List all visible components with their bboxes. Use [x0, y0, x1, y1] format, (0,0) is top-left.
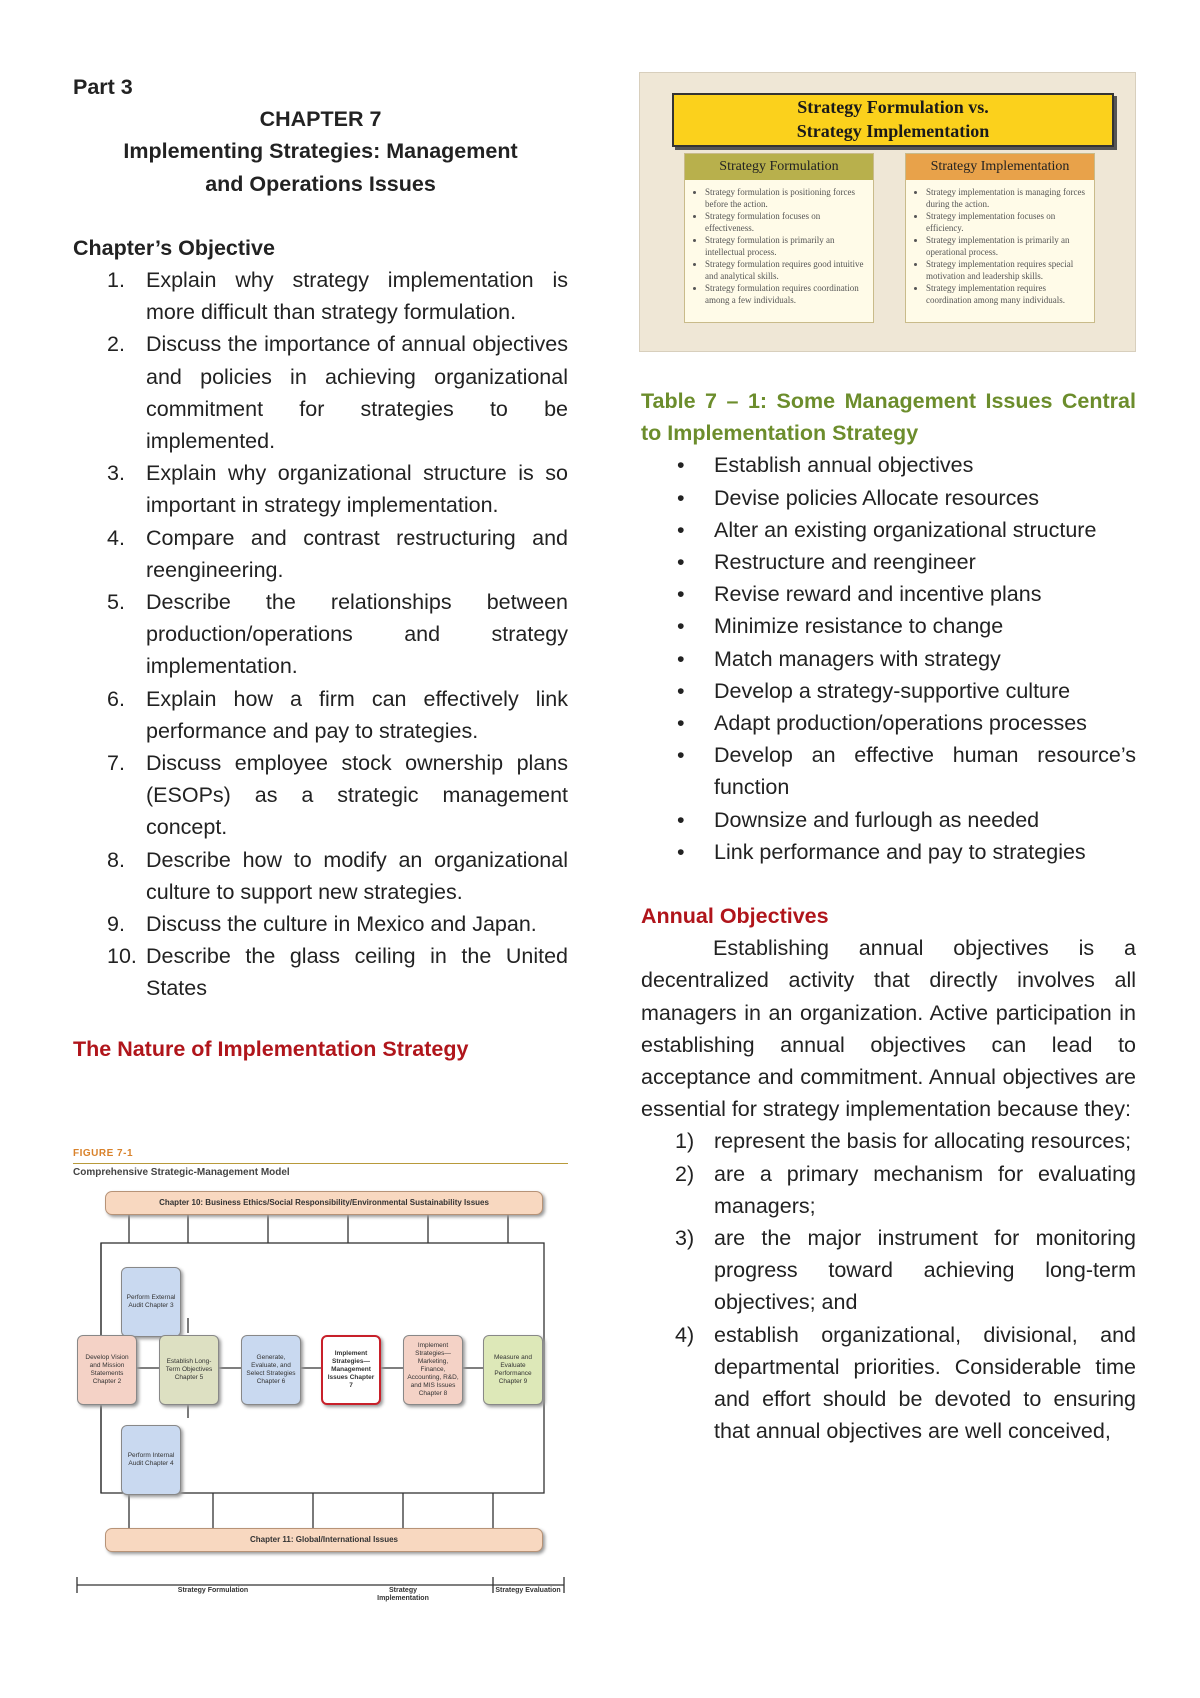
- internal-audit-node: Perform Internal Audit Chapter 4: [121, 1425, 181, 1495]
- annual-paragraph: Establishing annual objectives is a decentralized activity that directly involves all managers in an organization. Active participation in establishing annual objectives can lead to acceptance and commitment. Annual objectives are essential for strategy implementation because they:: [641, 936, 1136, 1122]
- figure-label: FIGURE 7-1: [73, 1148, 134, 1159]
- list-item: • Restructure and reengineer: [677, 550, 976, 575]
- external-audit-node: Perform External Audit Chapter 3: [121, 1267, 181, 1337]
- formulation-points: • Strategy formulation is positioning forces before the action. • Strategy formulation focuses on effectiveness. • Strategy formulation is primarily an intellectual process. • Strategy formulation requires good intuitive and analytical skills. • Strategy formulation requires coordination among a few individuals.: [685, 186, 873, 306]
- formulation-header: Strategy Formulation: [685, 154, 873, 180]
- global-issues-bar: Chapter 11: Global/International Issues: [105, 1528, 543, 1552]
- formulation-vs-implementation-image: [639, 72, 1136, 352]
- comparison-banner: Strategy Formulation vs. Strategy Implementation: [672, 93, 1114, 147]
- implement-marketing-node: Implement Strategies— Marketing, Finance, Accounting, R&D, and MIS Issues Chapter 8: [403, 1335, 463, 1405]
- list-item: 2) are a primary mechanism for evaluating managers;: [675, 1161, 1136, 1218]
- formulation-box: [684, 153, 874, 323]
- list-item: 8. Describe how to modify an organizational culture to support new strategies.: [107, 847, 568, 904]
- list-item: 2. Discuss the importance of annual objectives and policies in achieving organizational commitment for strategies to be implemented.: [107, 332, 568, 454]
- axis-implementation: Strategy Implementation: [377, 1587, 429, 1602]
- list-item: 3) are the major instrument for monitoring progress toward achieving long-term objectives; and: [675, 1226, 1136, 1315]
- objective-heading: Chapter’s Objective: [73, 235, 275, 260]
- part-label: Part 3: [73, 75, 133, 99]
- list-item: • Establish annual objectives: [677, 453, 974, 478]
- implementation-points: • Strategy implementation is managing forces during the action. • Strategy implementation focuses on efficiency. • Strategy implementation is primarily an operational process. • Strategy implementation requires special motivation and leadership skills. • Strategy implementation requires coordination among many individuals.: [906, 186, 1094, 306]
- list-item: • Minimize resistance to change: [677, 614, 1004, 639]
- table-heading: Table 7 – 1: Some Management Issues Central to Implementation Strategy: [641, 389, 1136, 446]
- list-item: 3. Explain why organizational structure is so important in strategy implementation.: [107, 461, 568, 518]
- long-term-objectives-node: Establish Long-Term Objectives Chapter 5: [159, 1335, 219, 1405]
- list-item: • Downsize and furlough as needed: [677, 807, 1040, 832]
- figure-caption: Comprehensive Strategic-Management Model: [73, 1167, 290, 1178]
- list-item: • Develop an effective human resource’s function: [677, 743, 1136, 800]
- list-item: 5. Describe the relationships between production/operations and strategy implementation.: [107, 590, 568, 679]
- list-item: • Link performance and pay to strategies: [677, 839, 1086, 864]
- issues-list: [641, 449, 1136, 868]
- annual-objectives-heading: Annual Objectives: [641, 904, 829, 929]
- ethics-issues-bar: Chapter 10: Business Ethics/Social Responsibility/Environmental Sustainability Issues: [105, 1191, 543, 1215]
- list-item: 7. Discuss employee stock ownership plans (ESOPs) as a strategic management concept.: [107, 751, 568, 840]
- chapter-label: CHAPTER 7: [259, 107, 382, 132]
- implementation-header: Strategy Implementation: [906, 154, 1094, 180]
- vision-mission-node: Develop Vision and Mission Statements Chapter 2: [77, 1335, 137, 1405]
- nature-heading: The Nature of Implementation Strategy: [73, 1036, 469, 1061]
- list-item: 4) establish organizational, divisional, and departmental priorities. Considerable time and effort should be devoted to ensuring that annual objectives are well conceived,: [675, 1322, 1136, 1444]
- strategic-management-model-figure: [73, 1148, 568, 1603]
- list-item: • Adapt production/operations processes: [677, 711, 1087, 736]
- list-item: 10. Describe the glass ceiling in the United States: [107, 944, 568, 1001]
- chapter-title-line2: and Operations Issues: [205, 171, 436, 196]
- annual-points-list: [641, 1125, 1136, 1447]
- list-item: 1. Explain why strategy implementation is more difficult than strategy formulation.: [107, 268, 568, 325]
- list-item: • Alter an existing organizational structure: [677, 517, 1097, 542]
- list-item: • Develop a strategy-supportive culture: [677, 678, 1071, 703]
- list-item: • Revise reward and incentive plans: [677, 582, 1042, 607]
- axis-evaluation: Strategy Evaluation: [495, 1587, 561, 1594]
- list-item: 4. Compare and contrast restructuring and reengineering.: [107, 525, 568, 582]
- list-item: 6. Explain how a firm can effectively link performance and pay to strategies.: [107, 686, 568, 743]
- measure-performance-node: Measure and Evaluate Performance Chapter 9: [483, 1335, 543, 1405]
- chapter-title-line1: Implementing Strategies: Management: [123, 139, 518, 164]
- list-item: 1) represent the basis for allocating resources;: [675, 1129, 1132, 1154]
- implementation-box: [905, 153, 1095, 323]
- list-item: • Devise policies Allocate resources: [677, 485, 1040, 510]
- list-item: 9. Discuss the culture in Mexico and Japan.: [107, 912, 537, 937]
- objective-list: [73, 264, 568, 1005]
- generate-strategies-node: Generate, Evaluate, and Select Strategies Chapter 6: [241, 1335, 301, 1405]
- axis-formulation: Strategy Formulation: [177, 1587, 249, 1594]
- list-item: • Match managers with strategy: [677, 646, 1001, 671]
- implement-management-node: Implement Strategies— Management Issues Chapter 7: [321, 1335, 381, 1405]
